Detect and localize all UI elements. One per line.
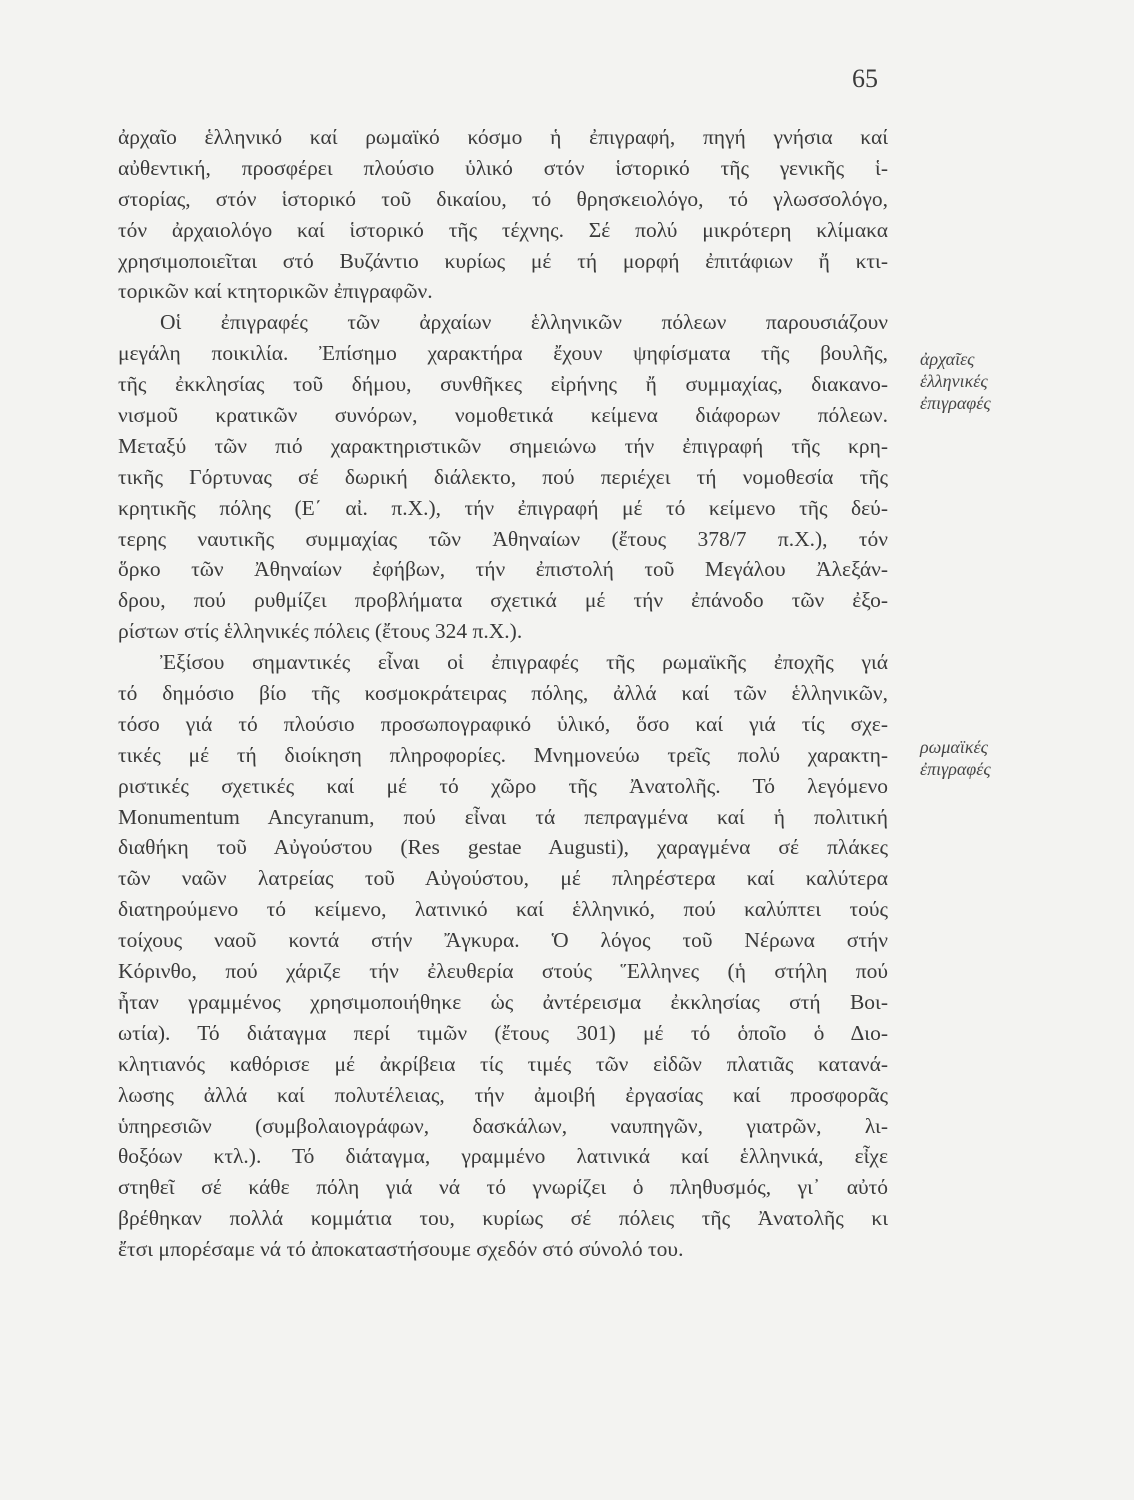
text-line: χρησιμοποιεῖται στό Βυζάντιο κυρίως μέ τή μορφή ἐπιτάφιων ἤ κτι- <box>118 248 888 273</box>
text-line: τικῆς Γόρτυνας σέ δωρική διάλεκτο, πού περιέχει τή νομοθεσία τῆς <box>118 464 888 489</box>
text-line: ρίστων στίς ἑλληνικές πόλεις (ἔτους 324 π.Χ.). <box>118 619 523 644</box>
text-line: τικές μέ τή διοίκηση πληροφορίες. Μνημονεύω τρεῖς πολύ χαρακτη- <box>118 742 888 767</box>
text-line: τόν ἀρχαιολόγο καί ἱστορικό τῆς τέχνης. Σέ πολύ μικρότερη κλίμακα <box>118 217 888 242</box>
text-line: κρητικῆς πόλης (Ε΄ αἰ. π.Χ.), τήν ἐπιγραφή μέ τό κείμενο τῆς δεύ- <box>118 495 888 520</box>
text-line: Monumentum Ancyranum, πού εἶναι τά πεπραγμένα καί ἡ πολιτική <box>118 804 888 829</box>
text-line: τῶν ναῶν λατρείας τοῦ Αὐγούστου, μέ πληρέστερα καί καλύτερα <box>118 866 888 891</box>
paragraph <box>118 307 888 647</box>
text-line: τόσο γιά τό πλούσιο προσωπογραφικό ὑλικό, ὅσο καί γιά τίς σχε- <box>118 711 888 736</box>
margin-note-line: ἀρχαῖες <box>920 349 975 369</box>
text-line: βρέθηκαν πολλά κομμάτια του, κυρίως σέ πόλεις τῆς Ἀνατολῆς κι <box>118 1206 888 1231</box>
text-line: τορικῶν καί κτητορικῶν ἐπιγραφῶν. <box>118 279 433 304</box>
text-line: τῆς ἐκκλησίας τοῦ δήμου, συνθῆκες εἰρήνης ἤ συμμαχίας, διακανο- <box>118 372 888 397</box>
paragraph <box>118 122 888 307</box>
text-line: λωσης ἀλλά καί πολυτέλειας, τήν ἀμοιβή ἐργασίας καί προσφορᾶς <box>118 1082 888 1107</box>
text-line: τοίχους ναοῦ κοντά στήν Ἄγκυρα. Ὁ λόγος τοῦ Νέρωνα στήν <box>118 928 888 953</box>
text-line: διατηρούμενο τό κείμενο, λατινικό καί ἑλληνικό, πού καλύπτει τούς <box>118 897 888 922</box>
margin-note-line: ἐπιγραφές <box>920 759 991 779</box>
text-line: στηθεῖ σέ κάθε πόλη γιά νά τό γνωρίζει ὁ πληθυσμός, γι᾽ αὐτό <box>118 1175 888 1200</box>
text-line: Οἱ ἐπιγραφές τῶν ἀρχαίων ἑλληνικῶν πόλεων παρουσιάζουν <box>160 310 888 335</box>
margin-note-line: ρωμαϊκές <box>920 737 988 757</box>
text-line: ριστικές σχετικές καί μέ τό χῶρο τῆς Ἀνατολῆς. Τό λεγόμενο <box>118 773 888 798</box>
text-line: Κόρινθο, πού χάριζε τήν ἐλευθερία στούς Ἕλληνες (ἡ στήλη πού <box>118 959 888 984</box>
text-line: ὅρκο τῶν Ἀθηναίων ἐφήβων, τήν ἐπιστολή τοῦ Μεγάλου Ἀλεξάν- <box>118 557 888 582</box>
text-line: δρου, πού ρυθμίζει προβλήματα σχετικά μέ τήν ἐπάνοδο τῶν ἐξο- <box>118 588 888 613</box>
margin-note-line: ἐπιγραφές <box>920 393 991 413</box>
margin-note-line: ἑλληνικές <box>920 371 988 391</box>
paragraph <box>118 647 888 1265</box>
text-line: ἔτσι μπορέσαμε νά τό ἀποκαταστήσουμε σχεδόν στό σύνολό του. <box>118 1237 684 1262</box>
text-line: στορίας, στόν ἱστορικό τοῦ δικαίου, τό θρησκειολόγο, τό γλωσσολόγο, <box>118 186 888 211</box>
text-line: ἦταν γραμμένος χρησιμοποιήθηκε ὡς ἀντέρεισμα ἐκκλησίας στή Βοι- <box>118 989 888 1014</box>
text-line: ωτία). Τό διάταγμα περί τιμῶν (ἔτους 301) μέ τό ὁποῖο ὁ Διο- <box>118 1020 888 1045</box>
text-line: νισμοῦ κρατικῶν συνόρων, νομοθετικά κείμενα διάφορων πόλεων. <box>118 403 888 428</box>
body-text <box>118 122 888 1265</box>
text-line: Ἐξίσου σημαντικές εἶναι οἱ ἐπιγραφές τῆς ρωμαϊκῆς ἐποχῆς γιά <box>160 650 888 675</box>
text-line: ὑπηρεσιῶν (συμβολαιογράφων, δασκάλων, ναυπηγῶν, γιατρῶν, λι- <box>118 1113 888 1138</box>
text-line: Μεταξύ τῶν πιό χαρακτηριστικῶν σημειώνω τήν ἐπιγραφή τῆς κρη- <box>118 433 888 458</box>
margin-note-roman-inscriptions <box>920 736 991 780</box>
text-line: ἀρχαῖο ἑλληνικό καί ρωμαϊκό κόσμο ἡ ἐπιγραφή, πηγή γνήσια καί <box>118 125 888 149</box>
text-line: θοξόων κτλ.). Τό διάταγμα, γραμμένο λατινικά καί ἑλληνικά, εἶχε <box>118 1144 888 1169</box>
text-line: μεγάλη ποικιλία. Ἐπίσημο χαρακτήρα ἔχουν ψηφίσματα τῆς βουλῆς, <box>118 341 888 366</box>
text-line: κλητιανός καθόρισε μέ ἀκρίβεια τίς τιμές τῶν εἰδῶν πλατιᾶς κατανά- <box>118 1051 888 1076</box>
text-line: τερης ναυτικῆς συμμαχίας τῶν Ἀθηναίων (ἔτους 378/7 π.Χ.), τόν <box>118 526 888 551</box>
page-number: 65 <box>852 64 878 93</box>
text-line: αὐθεντική, προσφέρει πλούσιο ὑλικό στόν ἱστορικό τῆς γενικῆς ἱ- <box>118 155 888 180</box>
text-line: διαθήκη τοῦ Αὐγούστου (Res gestae Augusti), χαραγμένα σέ πλάκες <box>118 835 888 860</box>
margin-note-ancient-greek-inscriptions <box>920 348 991 414</box>
text-line: τό δημόσιο βίο τῆς κοσμοκράτειρας πόλης, ἀλλά καί τῶν ἑλληνικῶν, <box>118 681 888 706</box>
